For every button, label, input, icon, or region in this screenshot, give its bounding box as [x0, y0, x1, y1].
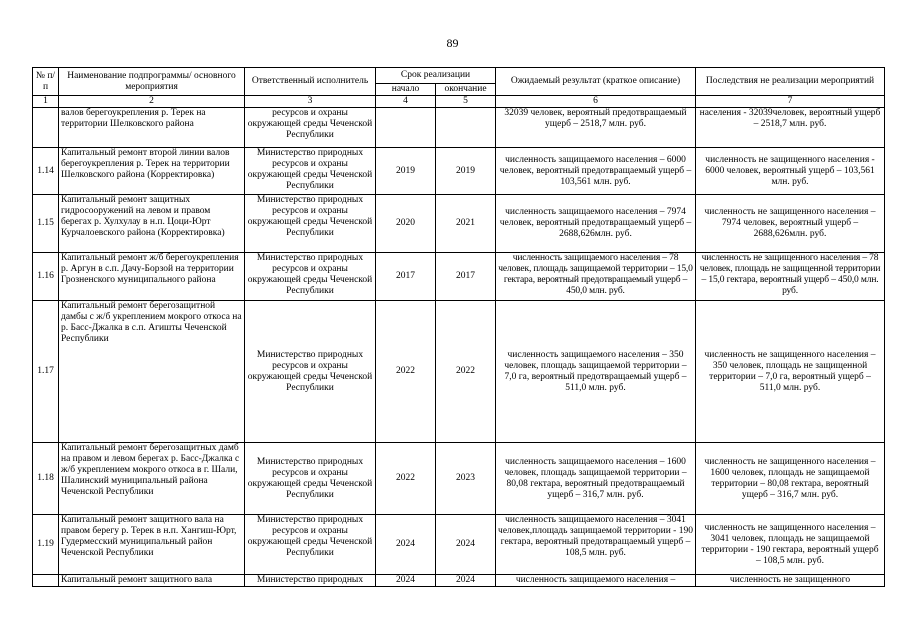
header-consequences: Последствия не реализации мероприятий — [696, 68, 885, 96]
row-num: 1.14 — [33, 148, 59, 195]
row-end — [436, 108, 496, 148]
row-consequences: численность не защищенного населения – 350 человек, площадь не защищенной территории – 7,0 га, вероятный ущерб – 511,0 млн. руб. — [696, 301, 885, 443]
row-start: 2022 — [376, 301, 436, 443]
header-period: Срок реализации — [376, 68, 496, 84]
row-name: Капитальный ремонт берегозащитных дамб на правом и левом берегах р. Басс-Джалка с ж/б укреплением мокрого откоса в г. Шали, Шалинский муниципальный района Чеченской Республики — [59, 443, 245, 515]
row-result: численность защищаемого населения – 350 человек, площадь защищаемой территории – 7,0 га, вероятный предотвращаемый ущерб – 511,0 млн. руб. — [496, 301, 696, 443]
row-executor: ресурсов и охраны окружающей среды Чеченской Республики — [245, 108, 376, 148]
row-end: 2024 — [436, 515, 496, 575]
table-row — [33, 515, 885, 575]
row-consequences: численность не защищенного населения – 3041 человек, площадь не защищаемой территории - 190 гектара, вероятный ущерб – 108,5 млн. руб. — [696, 515, 885, 575]
row-result: численность защищаемого населения – 7974 человек, вероятный предотвращаемый ущерб –2688,626млн. руб. — [496, 195, 696, 253]
table-row — [33, 195, 885, 253]
table-row — [33, 253, 885, 301]
measures-table — [32, 67, 885, 587]
row-start — [376, 108, 436, 148]
row-result: 32039 человек, вероятный предотвращаемый ущерб – 2518,7 млн. руб. — [496, 108, 696, 148]
row-consequences: населения - 32039человек, вероятный ущерб – 2518,7 млн. руб. — [696, 108, 885, 148]
table-row — [33, 148, 885, 195]
column-number: 7 — [696, 96, 885, 108]
table-row — [33, 108, 885, 148]
header-num: № п/п — [33, 68, 59, 96]
row-num: 1.18 — [33, 443, 59, 515]
header-name: Наименование подпрограммы/ основного мероприятия — [59, 68, 245, 96]
column-number: 6 — [496, 96, 696, 108]
column-number-row — [33, 96, 885, 108]
row-end: 2024 — [436, 575, 496, 587]
row-result: численность защищаемого населения – 78 человек, площадь защищаемой территории – 15,0 гектара, вероятный предотвращаемый ущерб – 450,0 млн. руб. — [496, 253, 696, 301]
row-start: 2022 — [376, 443, 436, 515]
row-consequences: численность не защищенного населения – 7974 человек, вероятный ущерб –2688,626млн. руб. — [696, 195, 885, 253]
row-end: 2021 — [436, 195, 496, 253]
row-name: Капитальный ремонт защитного вала на правом берегу р. Терек в н.п. Хангиш-Юрт, Гудермесский муниципальный район Чеченской Республики — [59, 515, 245, 575]
row-executor: Министерство природных ресурсов и охраны окружающей среды Чеченской Республики — [245, 443, 376, 515]
row-end: 2019 — [436, 148, 496, 195]
row-name: Капитальный ремонт защитных гидросооружений на левом и правом берегах р. Хулхулау в н.п. Цоци-Юрт Курчалоевского района (Корректировка) — [59, 195, 245, 253]
row-executor: Министерство природных ресурсов и охраны окружающей среды Чеченской Республики — [245, 195, 376, 253]
table-row — [33, 575, 885, 587]
row-num: 1.19 — [33, 515, 59, 575]
row-start: 2024 — [376, 575, 436, 587]
row-end: 2017 — [436, 253, 496, 301]
row-consequences: численность не защищенного населения – 78 человек, площадь не защищенной территории – 15,0 гектара, вероятный ущерб – 450,0 млн. руб. — [696, 253, 885, 301]
row-start: 2017 — [376, 253, 436, 301]
row-name: Капитальный ремонт ж/б берегоукрепления р. Аргун в с.п. Дачу-Борзой на территории Грозненского муниципального района — [59, 253, 245, 301]
row-num — [33, 108, 59, 148]
row-name: Капитальный ремонт берегозащитной дамбы с ж/б укреплением мокрого откоса на р. Басс-Джалка в с.п. Агишты Чеченской Республики — [59, 301, 245, 443]
column-number: 2 — [59, 96, 245, 108]
row-num — [33, 575, 59, 587]
header-start: начало — [376, 84, 436, 96]
row-end: 2023 — [436, 443, 496, 515]
row-result: численность защищаемого населения – 6000 человек, вероятный предотвращаемый ущерб – 103,561 млн. руб. — [496, 148, 696, 195]
header-executor: Ответственный исполнитель — [245, 68, 376, 96]
row-start: 2019 — [376, 148, 436, 195]
column-number: 5 — [436, 96, 496, 108]
row-result: численность защищаемого населения – 1600 человек, площадь защищаемой территории – 80,08 гектара, вероятный предотвращаемый ущерб – 316,7 млн. руб. — [496, 443, 696, 515]
page-number: 89 — [446, 36, 459, 50]
table-row — [33, 301, 885, 443]
row-result: численность защищаемого населения – — [496, 575, 696, 587]
row-consequences: численность не защищенного населения – 1600 человек, площадь не защищаемой территории – 80,08 гектара, вероятный ущерб – 316,7 млн. руб. — [696, 443, 885, 515]
row-consequences: численность не защищенного — [696, 575, 885, 587]
column-number: 1 — [33, 96, 59, 108]
row-end: 2022 — [436, 301, 496, 443]
header-end: окончание — [436, 84, 496, 96]
row-num: 1.16 — [33, 253, 59, 301]
row-result: численность защищаемого населения – 3041 человек,площадь защищаемой территории - 190 гектара, вероятный предотвращаемый ущерб – 108,5 млн. руб. — [496, 515, 696, 575]
row-executor: Министерство природных — [245, 575, 376, 587]
row-consequences: численность не защищенного населения - 6000 человек, вероятный ущерб – 103,561 млн. руб. — [696, 148, 885, 195]
table-row — [33, 443, 885, 515]
column-number: 4 — [376, 96, 436, 108]
row-executor: Министерство природных ресурсов и охраны окружающей среды Чеченской Республики — [245, 515, 376, 575]
row-start: 2024 — [376, 515, 436, 575]
row-name: валов берегоукрепления р. Терек на территории Шелковского района — [59, 108, 245, 148]
column-number: 3 — [245, 96, 376, 108]
row-num: 1.15 — [33, 195, 59, 253]
row-num: 1.17 — [33, 301, 59, 443]
row-start: 2020 — [376, 195, 436, 253]
row-name: Капитальный ремонт защитного вала — [59, 575, 245, 587]
header-result: Ожидаемый результат (краткое описание) — [496, 68, 696, 96]
row-name: Капитальный ремонт второй линии валов берегоукрепления р. Терек на территории Шелковского района (Корректировка) — [59, 148, 245, 195]
row-executor: Министерство природных ресурсов и охраны окружающей среды Чеченской Республики — [245, 148, 376, 195]
row-executor: Министерство природных ресурсов и охраны окружающей среды Чеченской Республики — [245, 301, 376, 443]
row-executor: Министерство природных ресурсов и охраны окружающей среды Чеченской Республики — [245, 253, 376, 301]
